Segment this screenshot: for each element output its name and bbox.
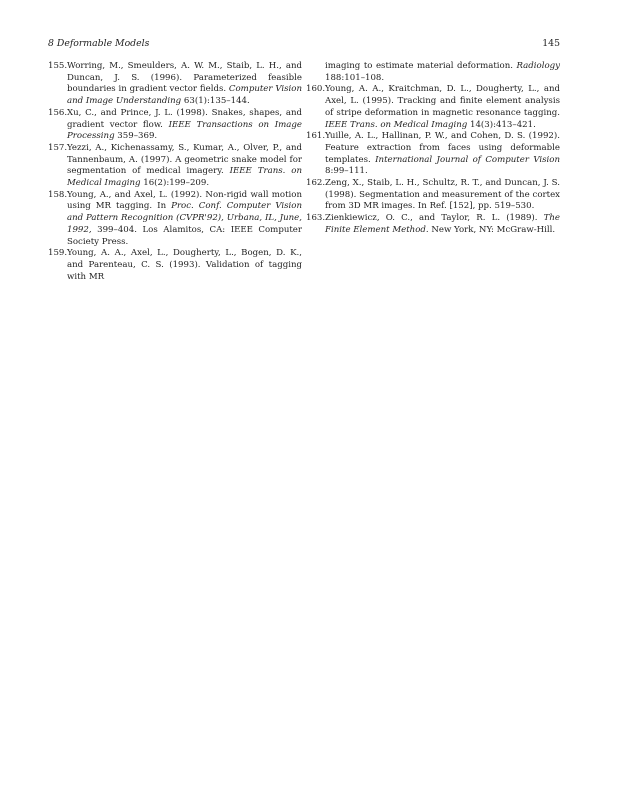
reference-text [67, 108, 302, 143]
reference-column-right [306, 61, 560, 237]
reference-entry [306, 131, 560, 178]
reference-entry [306, 61, 560, 84]
page-number: 145 [542, 38, 560, 49]
reference-text-run: Worring, M., Smeulders, A. W. M., Staib, L. H., and Duncan, J. S. (1996). Parameterized feasible boundaries in gradient vector fields. [67, 61, 302, 95]
reference-text [325, 213, 560, 236]
reference-number: 160. [306, 84, 326, 95]
reference-entry [48, 108, 302, 143]
reference-text-run: Yezzi, A., Kichenassamy, S., Kumar, A., Olver, P., and Tannenbaum, A. (1997). A geometric snake model for segmentation of medical imagery. [67, 142, 302, 177]
reference-title-italic: IEEE Trans. on Medical Imaging [325, 119, 468, 130]
reference-text-run: Young, A. A., Kraitchman, D. L., Dougherty, L., and Axel, L. (1995). Tracking and finite element analysis of stripe deformation in magnetic resonance tagging. [325, 84, 560, 118]
reference-column-left [48, 61, 302, 283]
reference-text [325, 131, 560, 178]
reference-text-run: 359–369. [114, 131, 158, 142]
reference-title-italic: Radiology [516, 61, 560, 71]
reference-text-run: 16(2):199–209. [140, 178, 210, 189]
reference-text [67, 61, 302, 108]
reference-title-italic: IEEE Transactions on Image Processing [67, 119, 302, 142]
reference-text-run: Young, A. A., Axel, L., Dougherty, L., Bogen, D. K., and Parenteau, C. S. (1993). Validation of tagging with MR [67, 248, 302, 282]
reference-title-italic: Computer Vision and Image Understanding [67, 84, 303, 107]
reference-number: 155. [48, 61, 68, 71]
reference-number: 163. [306, 213, 326, 224]
reference-number: 159. [48, 248, 68, 259]
reference-text-run: . New York, NY: McGraw-Hill. [425, 224, 556, 235]
reference-entry [306, 178, 560, 213]
reference-text-run: Zeng, X., Staib, L. H., Schultz, R. T., and Duncan, J. S. (1998). Segmentation and measurement of the cortex from 3D MR images. In Ref. [152], pp. 519–530. [325, 178, 560, 212]
reference-entry [306, 84, 560, 131]
reference-text-run: Xu, C., and Prince, J. L. (1998). Snakes, shapes, and gradient vector flow. [67, 107, 302, 130]
reference-title-italic: International Journal of Computer Vision [375, 154, 560, 165]
reference-text-run: 399–404. Los Alamitos, CA: IEEE Computer Society Press. [67, 224, 302, 247]
reference-number: 156. [48, 107, 68, 118]
reference-entry [48, 143, 302, 190]
reference-text [325, 178, 560, 213]
reference-text-run: imaging to estimate material deformation. [325, 61, 517, 71]
reference-entry [48, 248, 302, 283]
reference-number: 162. [306, 178, 326, 189]
reference-text [325, 61, 560, 84]
reference-text-run: Zienkiewicz, O. C., and Taylor, R. L. (1989). [325, 213, 544, 224]
reference-entry [48, 190, 302, 249]
reference-text-run: 188:101–108. [325, 72, 385, 83]
reference-text [67, 190, 302, 249]
reference-text [325, 84, 560, 131]
reference-entry [48, 61, 302, 108]
reference-text-run: 63(1):135–144. [181, 96, 250, 107]
reference-text [67, 143, 302, 190]
reference-text [67, 248, 302, 283]
reference-text-run: Yuille, A. L., Hallinan, P. W., and Cohen, D. S. (1992). Feature extraction from faces using deformable templates. [325, 131, 560, 165]
reference-number: 158. [48, 189, 68, 200]
reference-number: 157. [48, 142, 68, 153]
reference-number: 161. [306, 131, 326, 142]
reference-title-italic: Proc. Conf. Computer Vision and Pattern Recognition (CVPR'92), Urbana, IL, June, 1992, [67, 201, 302, 235]
reference-title-italic: IEEE Trans. on Medical Imaging [67, 166, 303, 189]
reference-text-run: Young, A., and Axel, L. (1992). Non-rigid wall motion using MR tagging. In [67, 189, 302, 212]
running-head: 8 Deformable Models [48, 38, 150, 49]
reference-entry [306, 213, 560, 236]
reference-text-run: 14(3):413–421. [467, 119, 536, 130]
page-header [48, 38, 560, 52]
reference-title-italic: The Finite Element Method [325, 213, 560, 235]
reference-text-run: 8:99–111. [325, 166, 368, 177]
